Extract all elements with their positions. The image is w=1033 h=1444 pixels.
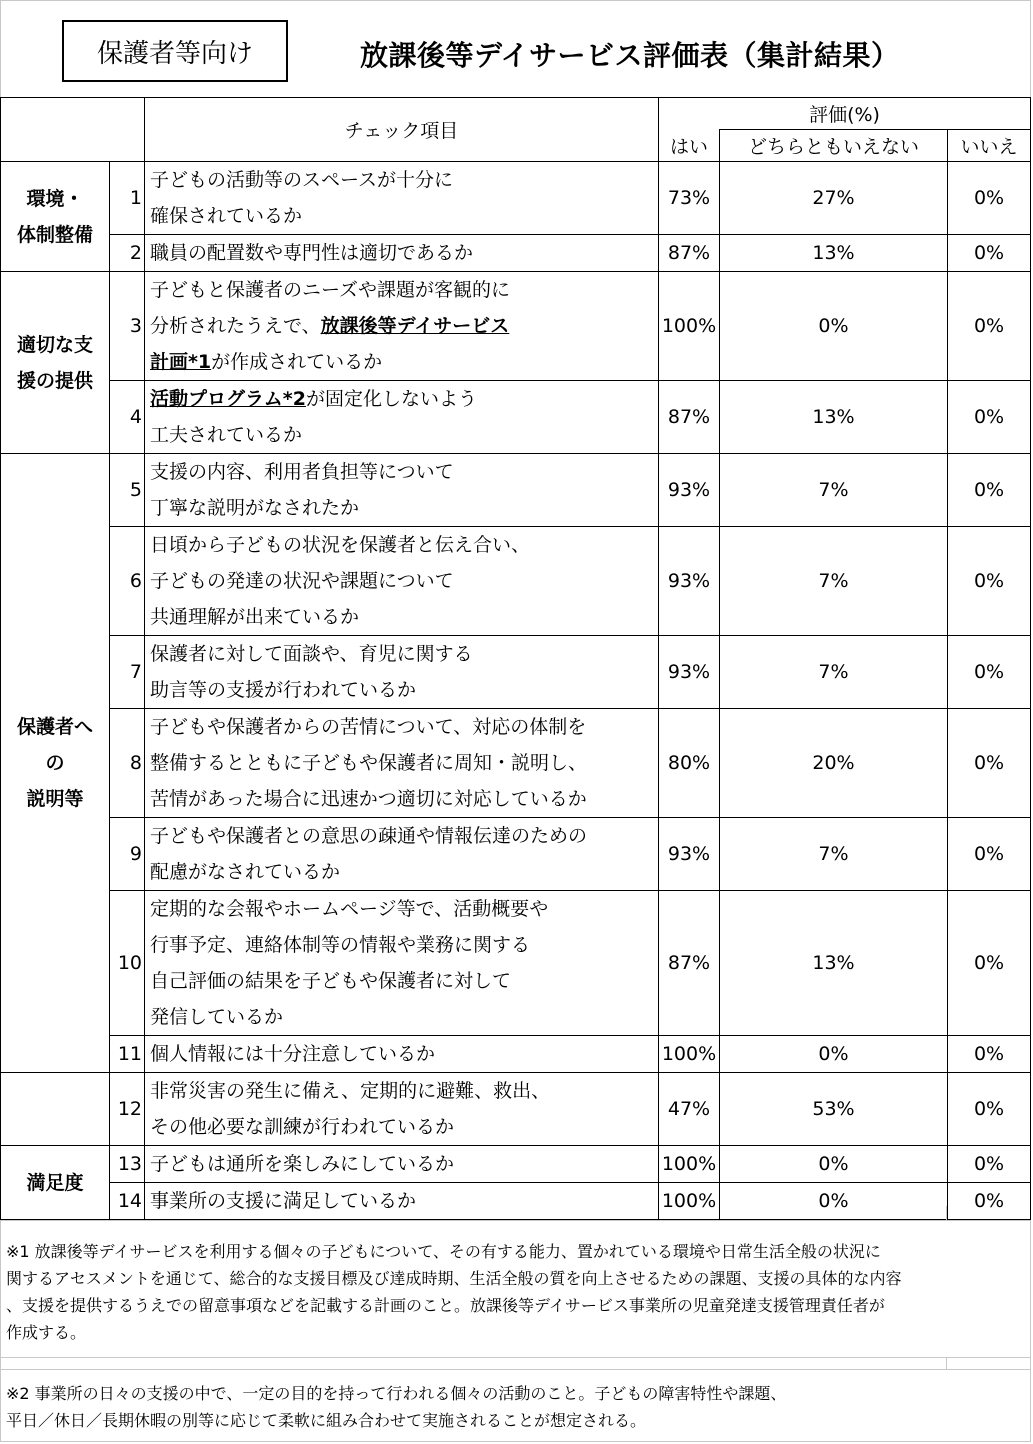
item-line: 工夫されているか: [150, 424, 303, 446]
yes-value: 87%: [659, 235, 720, 272]
check-item: [145, 381, 659, 454]
neutral-value: 0%: [720, 1146, 948, 1183]
category-line: 適切な支: [16, 333, 93, 356]
no-value: 0%: [948, 235, 1031, 272]
check-item: [145, 818, 659, 891]
item-text: が作成されているか: [211, 351, 383, 373]
item-line: 苦情があった場合に迅速かつ適切に対応しているか: [150, 788, 587, 810]
table-row: [1, 709, 1031, 818]
category-env: [1, 162, 110, 272]
table-row: [1, 235, 1031, 272]
item-line: 日頃から子どもの状況を保護者と伝え合い、: [150, 534, 531, 556]
item-line: 子どもや保護者との意思の疎通や情報伝達のための: [150, 825, 588, 847]
neutral-value: 0%: [720, 1183, 948, 1220]
yes-value: 93%: [659, 454, 720, 527]
table-row: [1, 1183, 1031, 1220]
no-value: 0%: [948, 527, 1031, 636]
item-line: 保護者に対して面談や、育児に関する: [150, 643, 473, 665]
table-row: [1, 891, 1031, 1036]
page-title: 放課後等デイサービス評価表（集計結果）: [360, 39, 900, 72]
neutral-value: 13%: [720, 235, 948, 272]
neutral-value: 13%: [720, 381, 948, 454]
check-item: [145, 235, 659, 272]
footnote-line: 平日／休日／長期休暇の別等に応じて柔軟に組み合わせて実施されることが想定される。: [6, 1411, 647, 1430]
header-row: [1, 98, 1031, 130]
check-item: [145, 1146, 659, 1183]
row-number: 11: [110, 1036, 145, 1073]
table-row: [1, 527, 1031, 636]
item-line: 共通理解が出来ているか: [150, 606, 360, 628]
item-line: 行事予定、連絡体制等の情報や業務に関する: [150, 934, 531, 956]
item-line: 事業所の支援に満足しているか: [150, 1190, 417, 1212]
footnote-line: ※1 放課後等デイサービスを利用する個々の子どもについて、その有する能力、置かれている環境や日常生活全般の状況に: [6, 1242, 881, 1261]
row-number: 4: [110, 381, 145, 454]
yes-value: 100%: [659, 1036, 720, 1073]
category-line: 環境・: [26, 187, 84, 210]
row-number: 2: [110, 235, 145, 272]
row-number: 9: [110, 818, 145, 891]
item-line: 確保されているか: [150, 205, 303, 227]
item-text: 分析されたうえで、: [150, 315, 321, 337]
item-line: 子どもの活動等のスペースが十分に: [150, 169, 454, 191]
neutral-value: 0%: [720, 1036, 948, 1073]
item-line: 丁寧な説明がなされたか: [150, 497, 360, 519]
table-row: [1, 636, 1031, 709]
yes-value: 87%: [659, 891, 720, 1036]
yes-value: 93%: [659, 527, 720, 636]
check-item: [145, 1036, 659, 1073]
no-value: 0%: [948, 818, 1031, 891]
item-line: 子どもや保護者からの苦情について、対応の体制を: [150, 716, 587, 738]
check-item-header: チェック項目: [145, 98, 659, 162]
grid-line: [0, 1220, 1030, 1221]
item-line: 配慮がなされているか: [150, 861, 341, 883]
no-value: 0%: [948, 636, 1031, 709]
row-number: 6: [110, 527, 145, 636]
category-line: 説明等: [26, 788, 84, 810]
item-line: [150, 381, 658, 417]
item-line: [150, 344, 658, 380]
plan-term-note-ref: 計画*1: [150, 351, 212, 373]
no-value: 0%: [948, 1073, 1031, 1146]
table-row: [1, 272, 1031, 381]
category-line: 保護者へ: [16, 716, 93, 738]
grid-line: [946, 1206, 947, 1220]
neutral-value: 20%: [720, 709, 948, 818]
yes-value: 100%: [659, 1146, 720, 1183]
col-yes-header: はい: [659, 130, 720, 162]
no-value: 0%: [948, 454, 1031, 527]
row-number: 3: [110, 272, 145, 381]
item-line: 非常災害の発生に備え、定期的に避難、救出、: [150, 1080, 551, 1102]
row-number: 10: [110, 891, 145, 1036]
grid-line: [0, 1369, 1030, 1370]
check-item: [145, 272, 659, 381]
check-item: [145, 454, 659, 527]
check-item: [145, 527, 659, 636]
footnote-line: 、支援を提供するうえでの留意事項などを記載する計画のこと。放課後等デイサービス事業所の児童発達支援管理責任者が: [6, 1296, 885, 1315]
category-line: 体制整備: [16, 223, 93, 246]
col-neutral-header: どちらともいえない: [720, 130, 948, 162]
item-line: 自己評価の結果を子どもや保護者に対して: [150, 970, 512, 992]
footnote-line: 作成する。: [6, 1323, 87, 1342]
table-row: [1, 1146, 1031, 1183]
neutral-value: 7%: [720, 636, 948, 709]
no-value: 0%: [948, 1183, 1031, 1220]
item-line: 個人情報には十分注意しているか: [150, 1043, 436, 1065]
neutral-value: 7%: [720, 454, 948, 527]
table-row: [1, 381, 1031, 454]
yes-value: 100%: [659, 272, 720, 381]
neutral-value: 53%: [720, 1073, 948, 1146]
no-value: 0%: [948, 162, 1031, 235]
check-item: [145, 162, 659, 235]
yes-value: 93%: [659, 636, 720, 709]
neutral-value: 13%: [720, 891, 948, 1036]
table-row: [1, 818, 1031, 891]
row-number: 7: [110, 636, 145, 709]
item-line: 子どもの発達の状況や課題について: [150, 570, 454, 592]
program-term-note-ref: 活動プログラム*2: [150, 388, 306, 410]
row-number: 1: [110, 162, 145, 235]
item-text: が固定化しないよう: [305, 388, 477, 410]
table-row: [1, 162, 1031, 235]
no-value: 0%: [948, 709, 1031, 818]
row-number: 14: [110, 1183, 145, 1220]
evaluation-table: [0, 97, 1031, 1220]
item-line: [150, 308, 658, 344]
no-value: 0%: [948, 381, 1031, 454]
item-line: 支援の内容、利用者負担等について: [150, 461, 454, 483]
footnote-line: ※2 事業所の日々の支援の中で、一定の目的を持って行われる個々の活動のこと。子どもの障害特性や課題、: [6, 1384, 787, 1403]
item-line: その他必要な訓練が行われているか: [150, 1116, 455, 1138]
header-blank-cell: [1, 98, 145, 162]
item-line: 子どもと保護者のニーズや課題が客観的に: [150, 279, 511, 301]
check-item: [145, 709, 659, 818]
footnote-line: 関するアセスメントを通じて、総合的な支援目標及び達成時期、生活全般の質を向上させるための課題、支援の具体的な内容: [6, 1269, 902, 1288]
item-line: 整備するとともに子どもや保護者に周知・説明し、: [150, 752, 588, 774]
row-number: 13: [110, 1146, 145, 1183]
yes-value: 87%: [659, 381, 720, 454]
category-explain: [1, 454, 110, 1073]
item-line: 発信しているか: [150, 1006, 284, 1028]
item-line: 職員の配置数や専門性は適切であるか: [150, 242, 474, 264]
table-row: [1, 1036, 1031, 1073]
grid-line: [946, 1357, 947, 1369]
yes-value: 80%: [659, 709, 720, 818]
col-no-header: いいえ: [948, 130, 1031, 162]
table-row: [1, 454, 1031, 527]
row-number: 8: [110, 709, 145, 818]
row-number: 5: [110, 454, 145, 527]
footnote-2: [6, 1380, 786, 1434]
item-line: 子どもは通所を楽しみにしているか: [150, 1153, 455, 1175]
check-item: [145, 636, 659, 709]
check-item: [145, 1073, 659, 1146]
item-line: 定期的な会報やホームページ等で、活動概要や: [150, 898, 549, 920]
neutral-value: 7%: [720, 818, 948, 891]
category-blank: [1, 1073, 110, 1146]
yes-value: 73%: [659, 162, 720, 235]
category-line: の: [45, 752, 65, 774]
check-item: [145, 891, 659, 1036]
yes-value: 100%: [659, 1183, 720, 1220]
category-line: 援の提供: [16, 369, 93, 392]
grid-line: [0, 1357, 1030, 1358]
no-value: 0%: [948, 891, 1031, 1036]
yes-value: 93%: [659, 818, 720, 891]
neutral-value: 0%: [720, 272, 948, 381]
yes-value: 47%: [659, 1073, 720, 1146]
table-row: [1, 1073, 1031, 1146]
item-line: 助言等の支援が行われているか: [150, 679, 417, 701]
plan-term-link: 放課後等デイサービス: [320, 315, 510, 337]
check-item: [145, 1183, 659, 1220]
footnote-1: [6, 1238, 902, 1346]
no-value: 0%: [948, 1146, 1031, 1183]
neutral-value: 27%: [720, 162, 948, 235]
eval-header: 評価(%): [659, 98, 1031, 130]
row-number: 12: [110, 1073, 145, 1146]
no-value: 0%: [948, 272, 1031, 381]
no-value: 0%: [948, 1036, 1031, 1073]
audience-label: 保護者等向け: [62, 20, 288, 82]
neutral-value: 7%: [720, 527, 948, 636]
category-satisfaction: 満足度: [1, 1146, 110, 1220]
category-support: [1, 272, 110, 454]
